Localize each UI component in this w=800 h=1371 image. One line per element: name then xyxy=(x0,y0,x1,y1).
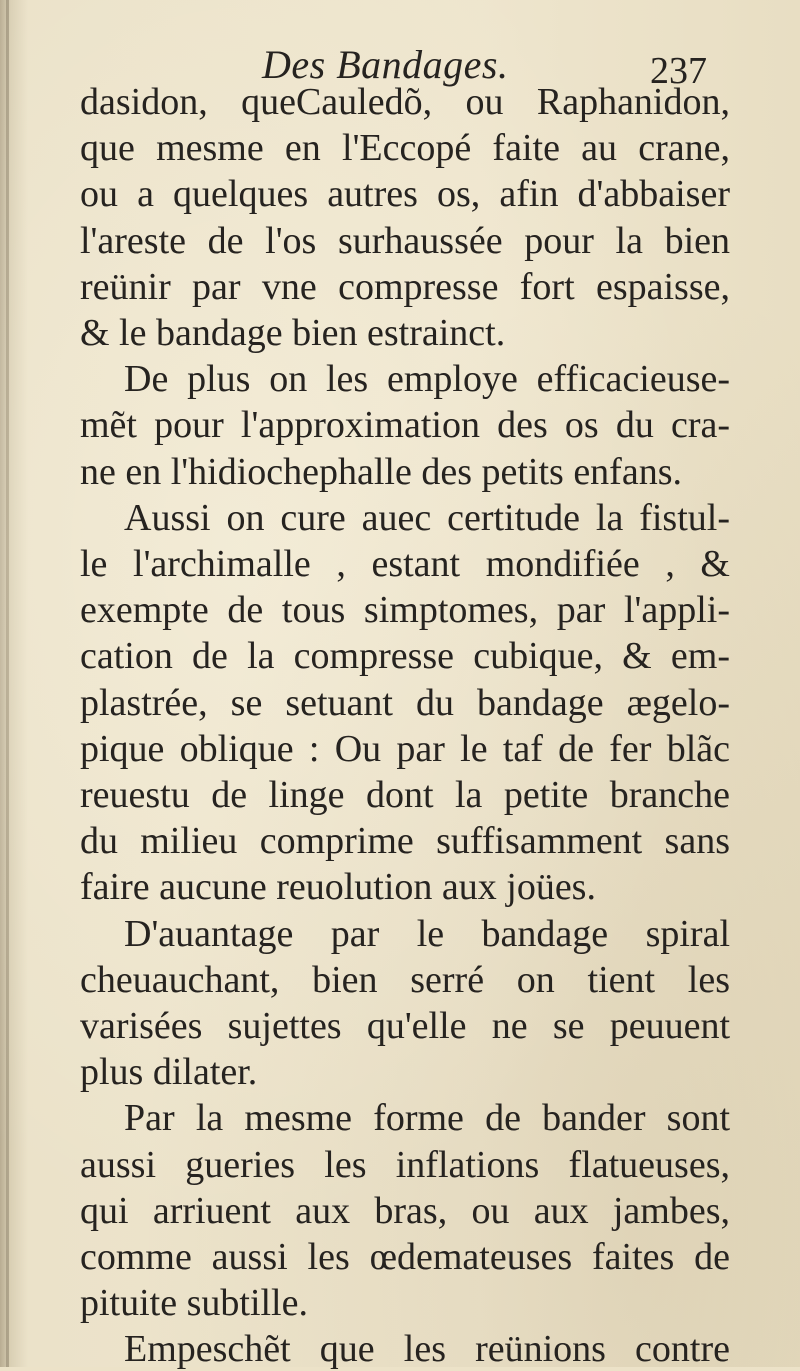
text-line: aussi gueries les inflations flatueuses, xyxy=(80,1143,730,1186)
text-line: mẽt pour l'approximation des os du cra- xyxy=(80,404,730,447)
text-line: le l'archimalle , estant mondifiée , & xyxy=(80,543,730,585)
text-line: reuestu de linge dont la petite branche xyxy=(80,774,730,816)
text-line: pituite subtille. xyxy=(80,1282,308,1325)
text-line: comme aussi les œdemateuses faites de xyxy=(80,1236,730,1278)
text-line: De plus on les employe efficacieuse- xyxy=(124,358,730,401)
text-line: Empeschẽt que les reünions contre xyxy=(124,1328,730,1371)
text-line: D'auantage par le bandage spiral xyxy=(124,912,730,955)
page-number: 237 xyxy=(650,50,707,92)
text-line: exempte de tous simptomes, par l'appli- xyxy=(80,589,730,632)
text-line: & le bandage bien estrainct. xyxy=(80,312,506,354)
page-gutter xyxy=(6,0,9,1367)
text-line: plastrée, se setuant du bandage ægelo- xyxy=(80,681,730,724)
text-line: ne en l'hidiochephalle des petits enfans. xyxy=(80,450,682,493)
text-line: Par la mesme forme de bander sont xyxy=(124,1097,730,1140)
text-line: ou a quelques autres os, afin d'abbaiser xyxy=(80,173,730,216)
text-line: reünir par vne compresse fort espaisse, xyxy=(80,265,730,308)
text-line: l'areste de l'os surhaussée pour la bien xyxy=(80,219,730,262)
text-line: dasidon, queCauledõ, ou Raphanidon, xyxy=(80,81,730,123)
text-line: qui arriuent aux bras, ou aux jambes, xyxy=(80,1189,730,1232)
text-line: varisées sujettes qu'elle ne se peuuent xyxy=(80,1005,730,1047)
text-line: pique oblique : Ou par le taf de fer blãc xyxy=(80,727,730,770)
text-line: Aussi on cure auec certitude la fistul- xyxy=(124,496,730,539)
text-line: cheuauchant, bien serré on tient les xyxy=(80,958,730,1001)
text-line: du milieu comprime suffisamment sans xyxy=(80,820,730,863)
text-line: cation de la compresse cubique, & em- xyxy=(80,635,730,678)
text-line: que mesme en l'Eccopé faite au crane, xyxy=(80,127,730,170)
running-title: Des Bandages. xyxy=(262,42,509,87)
text-line: plus dilater. xyxy=(80,1051,258,1094)
text-line: faire aucune reuolution aux joües. xyxy=(80,866,596,909)
